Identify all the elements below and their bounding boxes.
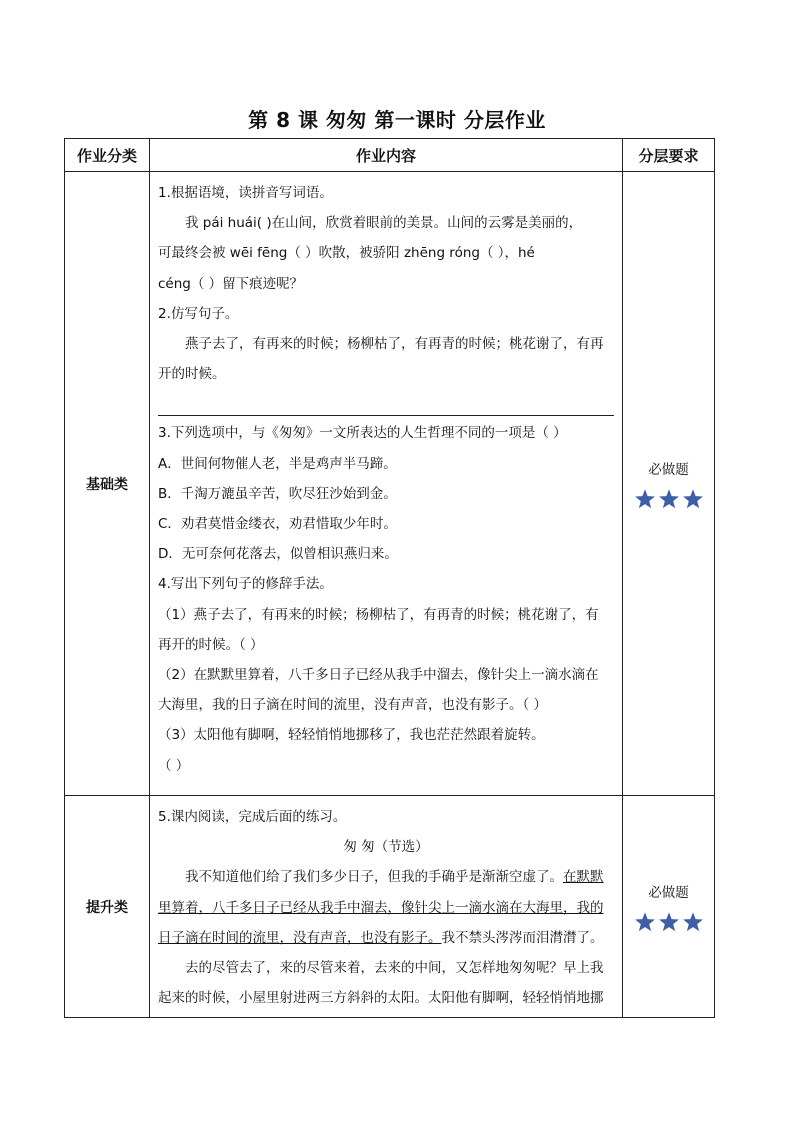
- question-4-1-line-b: 再开的时候。（ ）: [158, 636, 264, 653]
- passage-text: 我不禁头涔涔而泪潸潸了。: [441, 929, 604, 946]
- question-2-line-b: 开的时候。: [158, 366, 226, 383]
- question-4-1-line-a: （1）燕子去了，有再来的时候；杨柳枯了，有再青的时候；桃花谢了，有: [158, 606, 599, 623]
- category-advanced: 提升类: [65, 796, 150, 1018]
- star-rating: [623, 911, 714, 933]
- star-icon: [634, 911, 656, 933]
- header-content: 作业内容: [150, 139, 623, 172]
- question-4-2-line-a: （2）在默默里算着，八千多日子已经从我手中溜去，像针尖上一滴水滴在: [158, 667, 599, 684]
- passage-p2-line-a: 去的尽管去了，来的尽管来着，去来的中间，又怎样地匆匆呢？早上我: [185, 960, 604, 977]
- passage-p1-line-a: [158, 862, 614, 892]
- star-icon: [658, 488, 680, 510]
- page-title: 第 8 课 匆匆 第一课时 分层作业: [248, 108, 546, 132]
- header-requirement: 分层要求: [623, 139, 715, 172]
- table-header-row: [65, 139, 715, 172]
- option-c: C．劝君莫惜金缕衣，劝君惜取少年时。: [158, 516, 397, 533]
- table-row-advanced: [65, 796, 715, 1018]
- star-icon: [658, 911, 680, 933]
- option-b: B．千淘万漉虽辛苦，吹尽狂沙始到金。: [158, 485, 397, 502]
- option-d: D．无可奈何花落去，似曾相识燕归来。: [158, 546, 398, 563]
- underlined-text: 在默默: [563, 869, 604, 886]
- header-category: 作业分类: [65, 139, 150, 172]
- question-1-line-a: 我 pái huái( )在山间，欣赏着眼前的美景。山间的云雾是美丽的，: [185, 215, 583, 232]
- star-icon: [682, 488, 704, 510]
- passage-text: 我不知道他们给了我们多少日子，但我的手确乎是渐渐空虚了。: [185, 869, 563, 886]
- question-1-line-c: céng（ ）留下痕迹呢？: [158, 275, 304, 292]
- homework-table: [64, 138, 715, 1018]
- star-rating: [623, 488, 714, 510]
- option-a: A．世间何物催人老，半是鸡声半马蹄。: [158, 455, 397, 472]
- passage-p1-line-c: [158, 923, 614, 953]
- content-basic: [150, 172, 623, 796]
- question-4: 4.写出下列句子的修辞手法。: [158, 576, 333, 593]
- question-2-line-a: 燕子去了，有再来的时候；杨柳枯了，有再青的时候；桃花谢了，有再: [185, 336, 604, 353]
- requirement-advanced: [623, 796, 715, 1018]
- category-basic: 基础类: [65, 172, 150, 796]
- underlined-text: 日子滴在时间的流里，没有声音，也没有影子。: [158, 929, 442, 946]
- question-2: 2.仿写句子。: [158, 305, 239, 322]
- requirement-basic: [623, 172, 715, 796]
- star-icon: [634, 488, 656, 510]
- content-advanced: [150, 796, 623, 1018]
- question-3: 3.下列选项中，与《匆匆》一文所表达的人生哲理不同的一项是（ ）: [158, 425, 567, 442]
- question-1-line-b: 可最终会被 wēi fēng（ ）吹散，被骄阳 zhēng róng（ ），hé: [158, 245, 535, 262]
- passage-p1-line-b: [158, 893, 614, 923]
- question-5: 5.课内阅读，完成后面的练习。: [158, 809, 347, 825]
- star-icon: [682, 911, 704, 933]
- requirement-label: 必做题: [648, 461, 689, 478]
- passage-p2-line-b: 起来的时候，小屋里射进两三方斜斜的太阳。太阳他有脚啊，轻轻悄悄地挪: [158, 990, 604, 1007]
- underlined-text: 里算着，八千多日子已经从我手中溜去，像针尖上一滴水滴在大海里，我的: [158, 899, 604, 916]
- question-4-3-line-b: （ ）: [158, 757, 190, 774]
- question-4-2-line-b: 大海里，我的日子滴在时间的流里，没有声音，也没有影子。（ ）: [158, 697, 548, 714]
- requirement-label: 必做题: [648, 884, 689, 901]
- answer-line[interactable]: [158, 399, 614, 416]
- question-1: 1.根据语境，读拼音写词语。: [158, 185, 333, 201]
- question-4-3-line-a: （3）太阳他有脚啊，轻轻悄悄地挪移了，我也茫茫然跟着旋转。: [158, 727, 545, 744]
- table-row-basic: [65, 172, 715, 796]
- passage-title: 匆 匆（节选）: [343, 839, 429, 856]
